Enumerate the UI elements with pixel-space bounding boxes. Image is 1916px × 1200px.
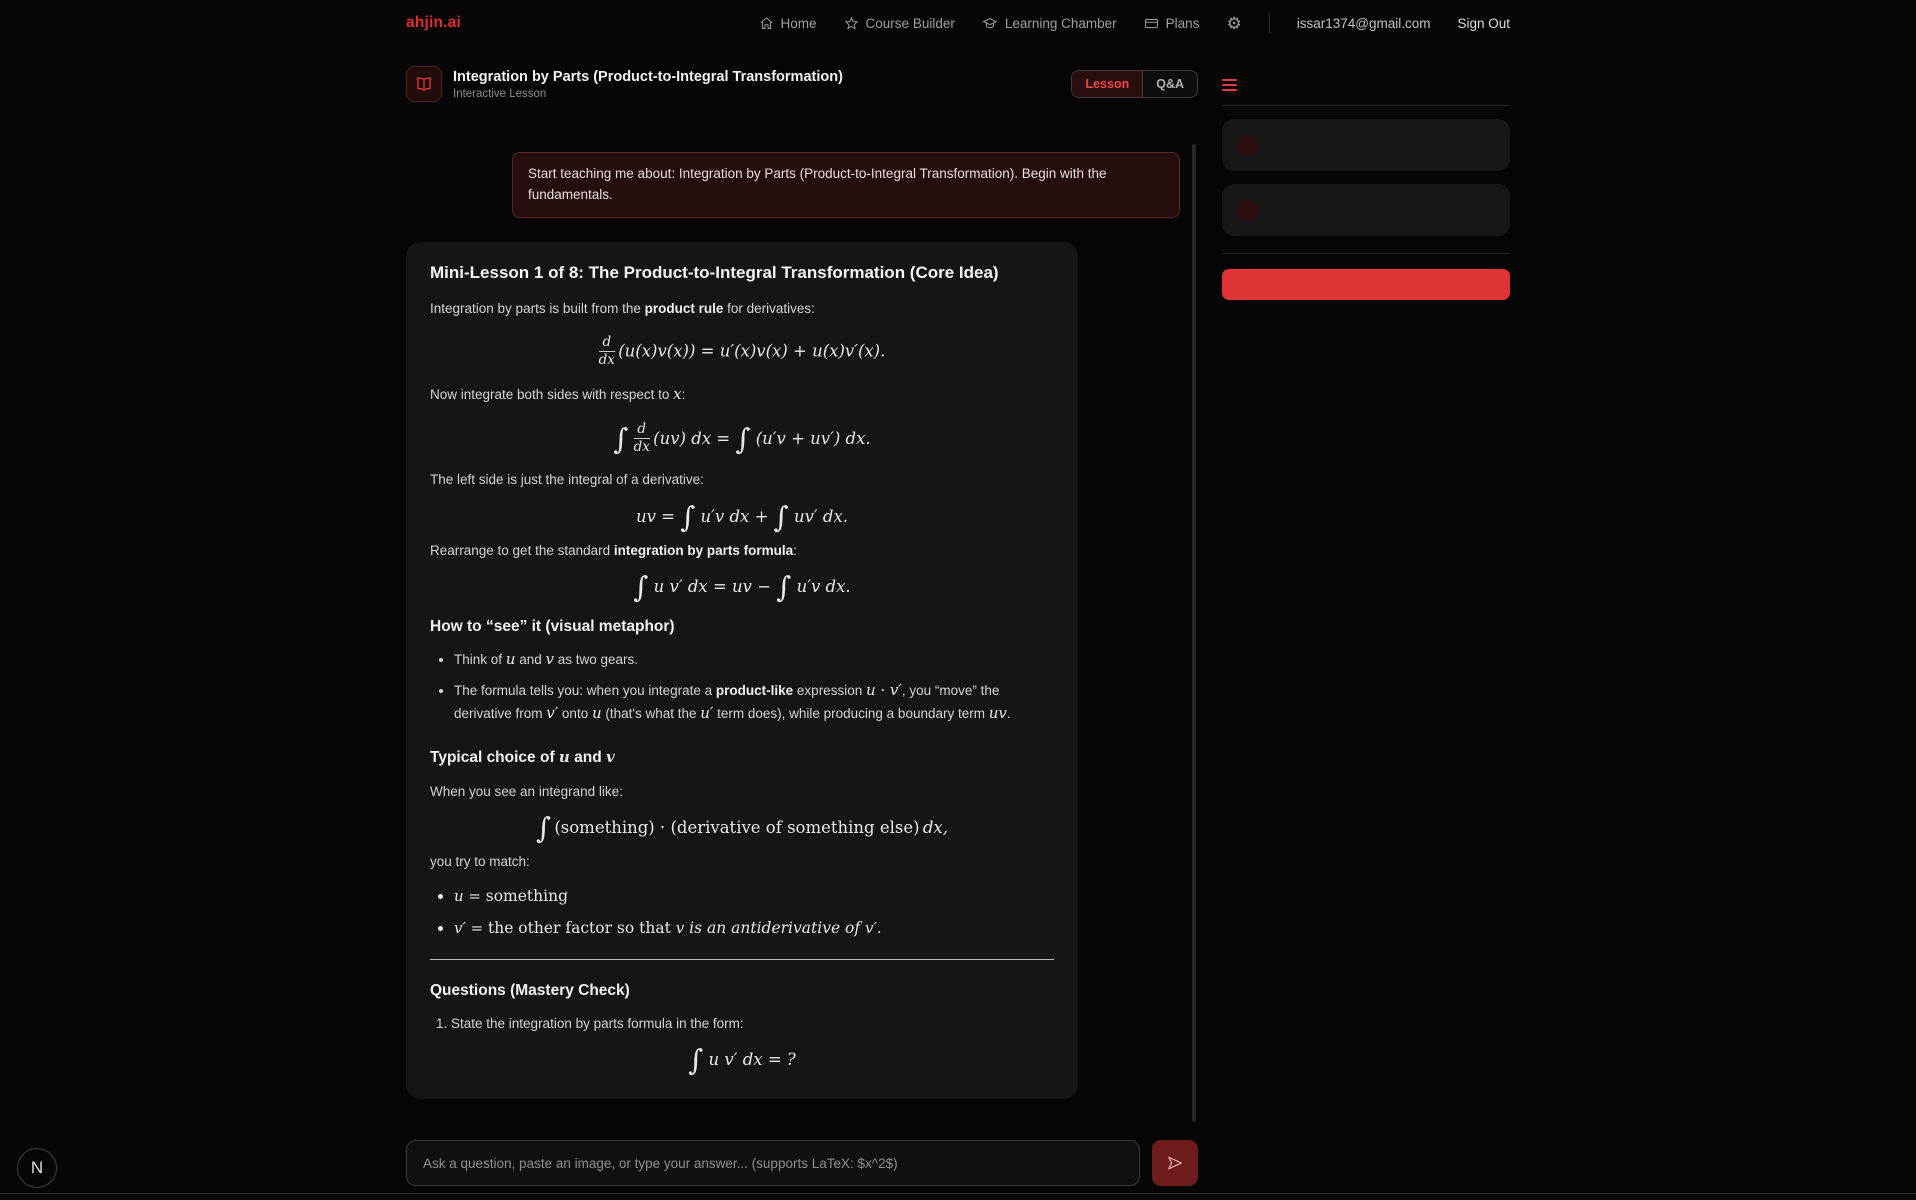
prerequisite-item-1[interactable] [1222, 119, 1510, 171]
nav-item-learning-chamber[interactable] [982, 16, 1117, 31]
lesson-subtitle: Interactive Lesson [453, 88, 547, 101]
nav-item-course-builder[interactable] [844, 16, 955, 31]
lesson-title: Integration by Parts (Product-to-Integral Transformation) [453, 68, 843, 85]
paragraph-left-side: The left side is just the integral of a derivative: [430, 472, 704, 488]
sidebar-divider [1222, 253, 1510, 254]
formula-uv-integral: uv = ∫ u′v dx + ∫ uv′ dx. [635, 499, 849, 534]
lesson-header-text [453, 68, 843, 100]
chat-scrollbar[interactable] [1192, 144, 1196, 1122]
questions-list [430, 1014, 1054, 1035]
send-icon [1165, 1153, 1185, 1173]
prerequisite-item-2[interactable] [1222, 184, 1510, 236]
chat-scroll-area [406, 104, 1198, 1128]
heading-visual-metaphor: How to “see” it (visual metaphor) [430, 617, 675, 635]
lesson-icon-badge [406, 66, 442, 102]
lesson-header [406, 64, 1198, 104]
nav-plans-label: Plans [1165, 15, 1200, 31]
formula-question-clipped: ∫ u v′ dx = ? [688, 1043, 796, 1078]
credit-card-icon [1144, 16, 1159, 31]
list-item: • u = something [454, 884, 1054, 908]
section-divider [430, 959, 1054, 960]
list-icon [1222, 79, 1237, 91]
assistant-lesson-card [406, 242, 1078, 1100]
list-item: • v′ = the other factor so that v is an antiderivative of v′. [454, 916, 1054, 940]
lesson-mode-tabs [1071, 70, 1198, 98]
tab-lesson[interactable]: Lesson [1072, 71, 1143, 97]
sign-out-button[interactable]: Sign Out [1457, 15, 1510, 31]
take-test-button[interactable] [1222, 269, 1510, 300]
app-logo[interactable]: ahjin.ai [406, 14, 462, 31]
prerequisite-number-badge [1236, 135, 1258, 157]
nav-home-label: Home [780, 15, 817, 31]
star-icon [844, 16, 859, 31]
metaphor-bullet-list [430, 648, 1054, 726]
paragraph-try-to-match: you try to match: [430, 853, 530, 869]
prerequisites-header [1222, 79, 1510, 106]
nav-course-builder-label: Course Builder [865, 15, 955, 31]
main-layout [406, 46, 1510, 1186]
paragraph-integrate-both-sides: Now integrate both sides with respect to x: [430, 385, 686, 404]
formula-integration-by-parts: ∫ u v′ dx = uv − ∫ u′v dx. [633, 569, 851, 604]
prerequisites-sidebar [1222, 46, 1510, 305]
match-bullet-list [430, 884, 1054, 941]
home-icon [759, 16, 774, 31]
question-item: 1. State the integration by parts formula in the form: [451, 1014, 1054, 1035]
list-item: • Think of u and v as two gears. [454, 648, 1054, 671]
nav-divider [1269, 13, 1270, 33]
heading-questions: Questions (Mastery Check) [430, 981, 630, 999]
user-message-bubble: Start teaching me about: Integration by Parts (Product-to-Integral Transformation). Begin with the fundamentals. [512, 152, 1180, 218]
message-input[interactable] [406, 1140, 1140, 1186]
open-book-icon [415, 75, 433, 93]
dev-n-badge[interactable]: N [17, 1148, 57, 1188]
nav-item-home[interactable] [759, 16, 817, 31]
settings-gear-icon[interactable]: ⚙ [1226, 13, 1242, 33]
graduation-cap-icon [982, 16, 998, 31]
formula-something-pattern: ∫ (something) · (derivative of something else) dx, [535, 810, 948, 845]
paragraph-product-rule: Integration by parts is built from the product rule for derivatives: [430, 300, 815, 316]
nav-item-plans[interactable] [1144, 16, 1200, 31]
formula-product-rule: $\frac{d}{dx}$ (u(x)v(x)) = u′(x)v(x) + u(x)v′(x). [598, 334, 886, 369]
top-nav [0, 0, 1916, 46]
nav-learning-chamber-label: Learning Chamber [1004, 15, 1117, 31]
send-button[interactable] [1152, 1140, 1198, 1186]
heading-typical-choice: Typical choice of u and v [430, 747, 615, 766]
account-email: issar1374@gmail.com [1296, 15, 1431, 31]
formula-integrate-both-sides: ∫ $\frac{d}{dx}$ (uv) dx = ∫ (u′v + uv′) dx. [613, 420, 871, 456]
tab-qa[interactable]: Q&A [1156, 77, 1184, 91]
prerequisite-number-badge [1236, 200, 1258, 222]
footer-strip [0, 1193, 1916, 1200]
mini-lesson-title: Mini-Lesson 1 of 8: The Product-to-Integral Transformation (Core Idea) [430, 262, 999, 282]
paragraph-integrand-like: When you see an integrand like: [430, 783, 623, 799]
message-composer [406, 1140, 1198, 1186]
chat-column [406, 46, 1198, 1186]
list-item: • The formula tells you: when you integrate a product-like expression u · v′, you “move” the derivative from v′ onto u (that's what the u′ term does), while producing a boundary term uv. [454, 679, 1054, 726]
paragraph-rearrange: Rearrange to get the standard integration by parts formula: [430, 542, 797, 558]
